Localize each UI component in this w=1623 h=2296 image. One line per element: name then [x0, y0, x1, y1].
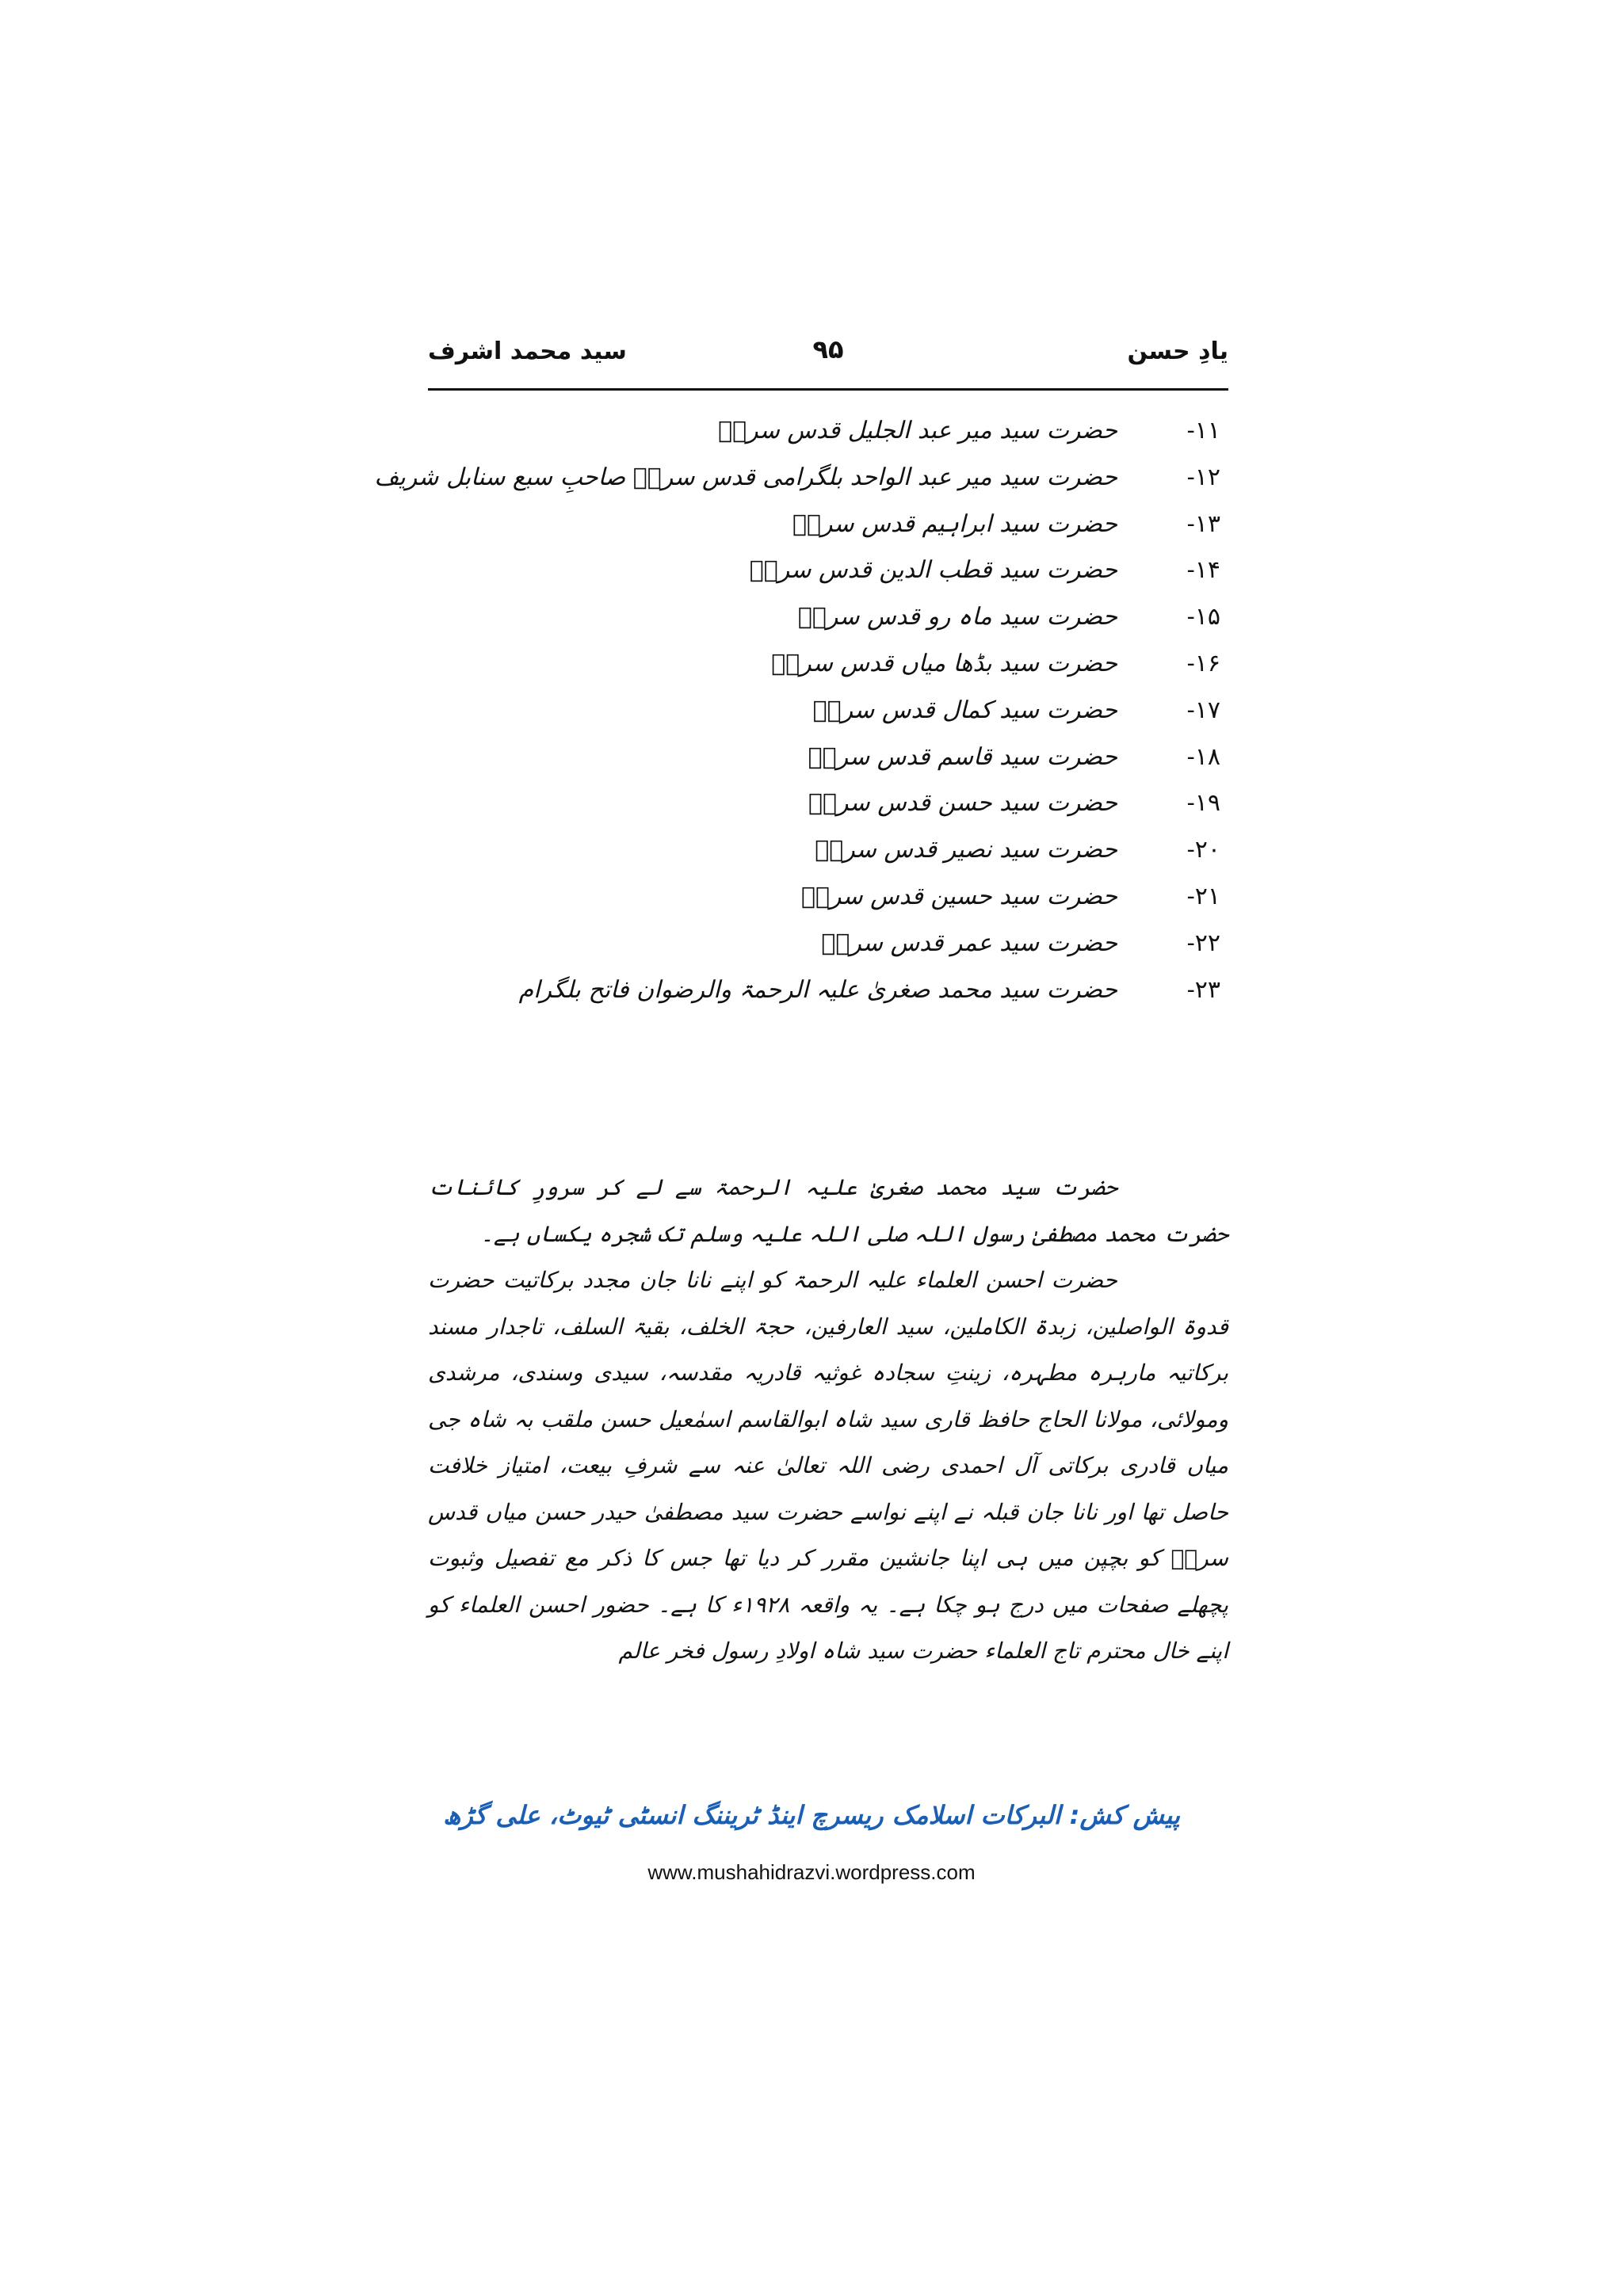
list-item: [428, 734, 1228, 781]
list-item-text: حضرت سید قطب الدین قدس سرہٗ: [749, 556, 1117, 585]
list-item-number: ۱۳-: [1186, 509, 1220, 538]
list-item-text: حضرت سید حسن قدس سرہٗ: [808, 789, 1117, 818]
list-item-text: حضرت سید میر عبد الواحد بلگرامی قدس سرہٗ صاحبِ سبع سنابل شریف: [374, 463, 1117, 491]
list-item-text: حضرت سید عمر قدس سرہٗ: [821, 929, 1117, 957]
list-item: [428, 967, 1228, 1014]
list-item: [428, 408, 1228, 455]
running-header: [428, 331, 1228, 382]
list-item-text: حضرت سید حسین قدس سرہٗ: [800, 882, 1117, 910]
list-item-number: ۲۰-: [1186, 836, 1220, 864]
list-item: [428, 502, 1228, 548]
list-item-text: حضرت سید میر عبد الجلیل قدس سرہٗ: [718, 417, 1117, 444]
list-item-number: ۲۲-: [1186, 929, 1220, 957]
list-item-text: حضرت سید قاسم قدس سرہٗ: [808, 742, 1117, 771]
list-item: [428, 874, 1228, 921]
lineage-list: [374, 408, 1228, 1013]
publisher-credit: پیش کش: البرکات اسلامک ریسرچ اینڈ ٹریننگ انسٹی ٹیوٹ، علی گڑھ: [443, 1800, 1180, 1830]
list-item-text: حضرت سید بڈھا میاں قدس سرہٗ: [771, 649, 1117, 677]
book-title: یادِ حسن: [1127, 338, 1228, 365]
list-item-number: ۲۳-: [1186, 975, 1220, 1004]
paragraph: حضرت سید محمد صغریٰ علیہ الرحمۃ سے لے کر سرورِ کائنات حضرت محمد مصطفیٰ رسول اللہ صلی اللہ علیہ وسلم تک شجرہ یکساں ہے۔: [428, 1174, 1228, 1247]
list-item-number: ۱۷-: [1186, 696, 1220, 724]
list-item-text: حضرت سید محمد صغریٰ علیہ الرحمۃ والرضوان فاتح بلگرام: [518, 975, 1117, 1004]
paragraph: حضرت احسن العلماء علیہ الرحمۃ کو اپنے نانا جان مجدد برکاتیت حضرت قدوۃ الواصلین، زبدۃ الکاملین، سید العارفین، حجۃ الخلف، بقیۃ السلف، تاجدار مسند برکاتیہ مارہرہ مطہرہ، زینتِ سجادہ غوثیہ قادریہ مقدسہ، سیدی وسندی، مرشدی ومولائی، مولانا الحاج حافظ قاری سید شاہ ابوالقاسم اسمٰعیل حسن ملقب بہ شاہ جی میاں قادری برکاتی آل احمدی رضی اللہ تعالیٰ عنہ سے شرفِ بیعت، امتیاز خلافت حاصل تھا اور نانا جان قبلہ نے اپنے نواسے حضرت سید مصطفیٰ حیدر حسن میاں قدس سرہٗ کو بچپن میں ہی اپنا جانشین مقرر کر دیا تھا جس کا ذکر مع تفصیل وثبوت پچھلے صفحات میں درج ہو چکا ہے۔ یہ واقعہ ۱۹۲۸ء کا ہے۔ حضور احسن العلماء کو اپنے خال محترم تاج العلماء حضرت سید شاہ اولادِ رسول فخر عالم: [428, 1267, 1229, 1664]
list-item: [428, 547, 1228, 594]
list-item: [428, 827, 1228, 874]
list-item: [428, 780, 1228, 827]
body-text: [428, 1165, 1228, 1675]
list-item-number: ۱۲-: [1186, 463, 1220, 491]
list-item-number: ۱۹-: [1186, 789, 1220, 818]
list-item: [428, 688, 1228, 734]
header-divider: [428, 388, 1228, 391]
list-item-number: ۱۸-: [1186, 742, 1220, 771]
list-item: [428, 594, 1228, 641]
list-item-text: حضرت سید ماہ رو قدس سرہٗ: [797, 603, 1117, 631]
list-item: [428, 921, 1228, 967]
list-item-text: حضرت سید نصیر قدس سرہٗ: [815, 836, 1117, 864]
list-item-number: ۱۵-: [1186, 603, 1220, 631]
list-item-number: ۱۶-: [1186, 649, 1220, 677]
website-url: www.mushahidrazvi.wordpress.com: [647, 1860, 976, 1884]
list-item-text: حضرت سید کمال قدس سرہٗ: [812, 696, 1117, 724]
author-name: سید محمد اشرف: [428, 338, 627, 365]
list-item-number: ۲۱-: [1186, 882, 1220, 910]
list-item: [374, 455, 1228, 502]
list-item-number: ۱۴-: [1186, 556, 1220, 585]
list-item-number: ۱۱-: [1186, 417, 1220, 444]
page-number: ۹۵: [812, 334, 844, 364]
list-item: [428, 641, 1228, 688]
list-item-text: حضرت سید ابراہیم قدس سرہٗ: [792, 509, 1117, 538]
